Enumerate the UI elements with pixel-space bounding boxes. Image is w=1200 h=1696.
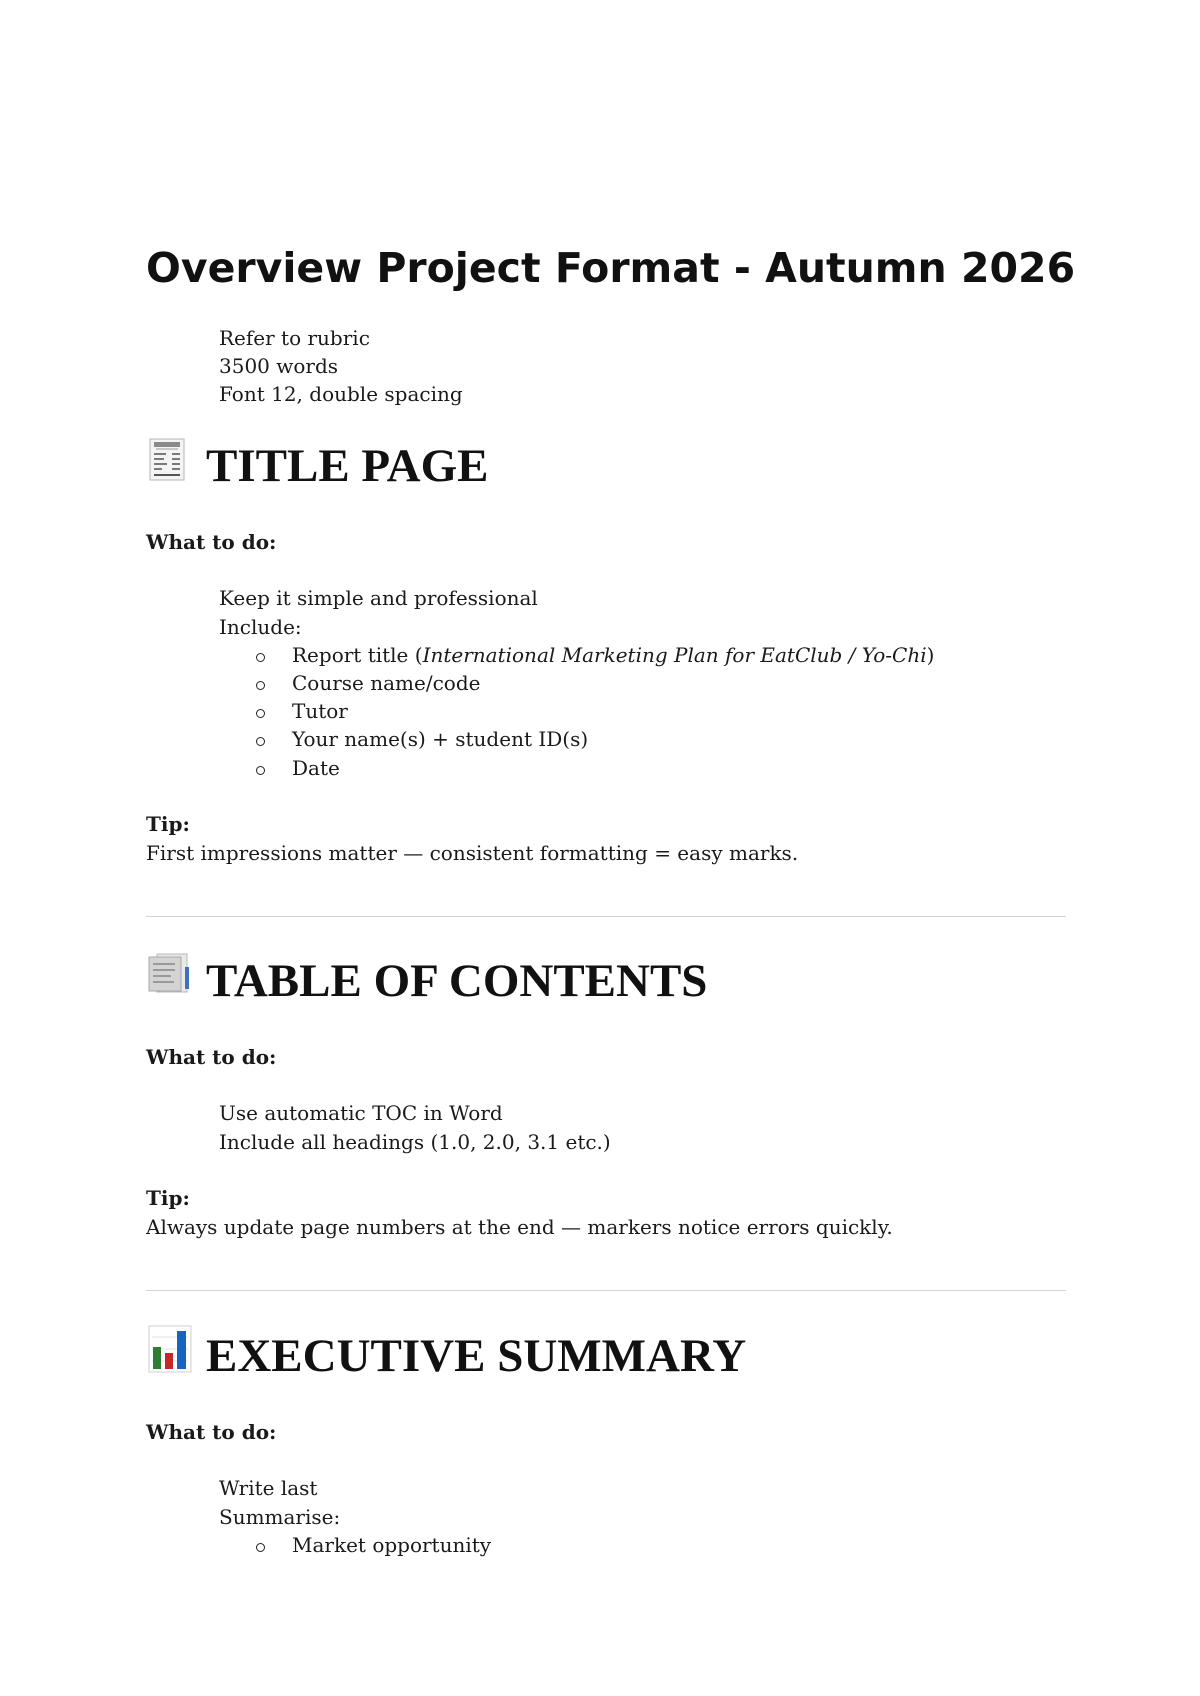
hollow-bullet-icon <box>256 653 265 662</box>
what-to-do-label: What to do: <box>146 1045 277 1069</box>
hollow-bullet-icon <box>256 737 265 746</box>
hollow-bullet-icon <box>256 709 265 718</box>
instruction-item: Write last <box>219 1476 318 1500</box>
instruction-item: Keep it simple and professional <box>219 586 538 610</box>
what-to-do-label: What to do: <box>146 1420 277 1444</box>
tip-text: Always update page numbers at the end — markers notice errors quickly. <box>146 1215 893 1239</box>
instruction-item: Use automatic TOC in Word <box>219 1101 503 1125</box>
tip-text: First impressions matter — consistent formatting = easy marks. <box>146 841 799 865</box>
tip-label: Tip: <box>146 1186 190 1210</box>
list-item-text: Date <box>292 756 340 780</box>
receipt-icon <box>148 438 188 482</box>
hollow-bullet-icon <box>256 681 265 690</box>
tip-label: Tip: <box>146 812 190 836</box>
section-heading: TITLE PAGE <box>206 440 489 492</box>
requirement-item: Refer to rubric <box>219 326 370 350</box>
list-item-text: Tutor <box>292 699 348 723</box>
bar-chart-icon <box>148 1325 188 1369</box>
list-item-text: Report title (International Marketing Plan for EatClub / Yo-Chi) <box>292 643 935 667</box>
instruction-item: Summarise: <box>219 1505 341 1529</box>
document-icon <box>147 951 187 995</box>
hollow-bullet-icon <box>256 1543 265 1552</box>
section-heading: EXECUTIVE SUMMARY <box>206 1330 747 1382</box>
hollow-bullet-icon <box>256 766 265 775</box>
list-item-text: Your name(s) + student ID(s) <box>292 727 589 751</box>
requirement-item: 3500 words <box>219 354 339 378</box>
list-item-text: Course name/code <box>292 671 481 695</box>
instruction-item: Include all headings (1.0, 2.0, 3.1 etc.) <box>219 1130 611 1154</box>
list-item-text: Market opportunity <box>292 1533 492 1557</box>
section-divider <box>146 1290 1066 1291</box>
report-title-example: International Marketing Plan for EatClub / Yo-Chi <box>422 643 927 667</box>
section-heading: TABLE OF CONTENTS <box>206 955 708 1007</box>
instruction-item: Include: <box>219 615 302 639</box>
requirement-item: Font 12, double spacing <box>219 382 463 406</box>
section-divider <box>146 916 1066 917</box>
what-to-do-label: What to do: <box>146 530 277 554</box>
document-title: Overview Project Format - Autumn 2026 <box>146 244 1076 292</box>
